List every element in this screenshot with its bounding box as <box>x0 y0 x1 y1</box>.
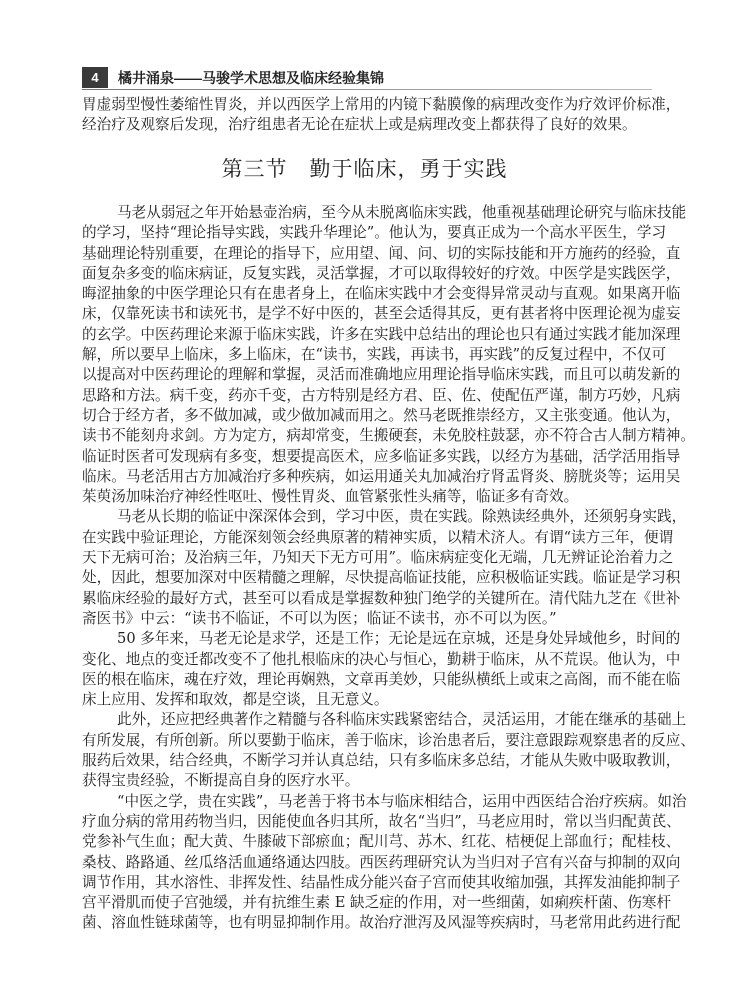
paragraph <box>82 792 687 934</box>
text-line: 切合于经方者，多不做加减，或少做加减而用之。然马老既推崇经方，又主张变通。他认为， <box>82 406 681 424</box>
text-line: 变化、地点的变迁都改变不了他扎根临床的决心与恒心，勤耕于临床，从不荒误。他认为，中 <box>82 650 681 668</box>
text-line: 解，所以要早上临床，多上临床，在“读书，实践，再读书，再实践”的反复过程中，不仅可 <box>82 346 667 364</box>
text-line: 医的根在临床，魂在疗效，理论再娴熟，文章再美妙，只能纵横纸上或束之高阁，而不能在临 <box>82 670 681 688</box>
text-line: 经治疗及观察后发现，治疗组患者无论在症状上或是病理改变上都获得了良好的效果。 <box>82 116 637 134</box>
text-line: 疗血分病的常用药物当归，因能使血各归其所，故名“当归”，马老应用时，常以当归配黄芪、 <box>82 812 681 830</box>
text-line: 累临床经验的最好方式，甚至可以看成是掌握数种独门绝学的关键所在。清代陆九芝在《世补 <box>82 589 681 607</box>
text-line: 获得宝贵经验，不断提高自身的医疗水平。 <box>82 772 360 790</box>
text-line: 马老从弱冠之年开始悬壶治病，至今从未脱离临床实践，他重视基础理论研究与临床技能 <box>117 204 687 221</box>
text-line: 天下无病可治；及治病三年，乃知天下无方可用”。临床病症变化无端，几无辨证论治着力之 <box>82 549 674 567</box>
text-line: 在实践中验证理论，方能深刻领会经典原著的精神实质，以精术济人。有谓“读方三年，便谓 <box>82 528 674 546</box>
text-line: 以提高对中医药理论的理解和掌握，灵活而准确地应用理论指导临床实践，而且可以萌发新的 <box>82 366 681 384</box>
text-line: 床上应用、发挥和取效，都是空谈，且无意义。 <box>82 691 389 709</box>
text-line: 此外，还应把经典著作之精髓与各科临床实践紧密结合，灵活运用，才能在继承的基础上 <box>117 711 687 729</box>
text-line: 桑枝、路路通、丝瓜络活血通络通达四肢。西医药理研究认为当归对子宫有兴奋与抑制的双向 <box>82 853 681 871</box>
paragraph <box>82 203 695 507</box>
text-line: 临床。马老活用古方加减治疗多种疾病，如运用通关丸加减治疗肾盂肾炎、膀胱炎等；运用吴 <box>82 467 681 485</box>
text-line: 马老从长期的临证中深深体会到，学习中医，贵在实践。除熟读经典外，还须躬身实践， <box>117 508 687 526</box>
text-line: 茱萸汤加味治疗神经性呕吐、慢性胃炎、血管紧张性头痛等，临证多有奇效。 <box>82 488 579 506</box>
text-line: 床，仅靠死读书和读死书，是学不好中医的，甚至会适得其反，更有甚者将中医理论视为虚妄 <box>82 305 681 323</box>
text-line: 晦涩抽象的中医学理论只有在患者身上，在临床实践中才会变得异常灵动与直观。如果离开临 <box>82 285 681 303</box>
text-line: 调节作用，其水溶性、非挥发性、结晶性成分能兴奋子宫而使其收缩加强，其挥发油能抑制子 <box>82 873 681 891</box>
text-line: 菌、溶血性链球菌等，也有明显抑制作用。故治疗泄泻及风湿等疾病时，马老常用此药进行配 <box>82 914 681 932</box>
text-line: 基础理论特别重要，在理论的指导下，应用望、闻、问、切的实际技能和开方施药的经验，直 <box>82 244 681 262</box>
paragraph <box>82 507 687 629</box>
running-header <box>82 67 652 91</box>
text-line: 斋医书》中云：“读书不临证，不可以为医；临证不读书，亦不可以为医。” <box>82 609 557 627</box>
text-line: “中医之学，贵在实践”，马老善于将书本与临床相结合，运用中西医结合治疗疾病。如治 <box>117 792 687 810</box>
text-line: 的学习，坚持“理论指导实践，实践升华理论”。他认为，要真正成为一个高水平医生，学习 <box>82 224 667 242</box>
text-line: 宫平滑肌而使子宫弛缓，并有抗维生素 E 缺乏症的作用，对一些细菌，如痢疾杆菌、伤寒杆 <box>82 894 672 912</box>
text-line: 面复杂多变的临床病证，反复实践，灵活掌握，才可以取得较好的疗效。中医学是实践医学， <box>82 264 681 282</box>
header-rule <box>82 89 652 90</box>
section-heading: 第三节 勤于临床，勇于实践 <box>221 157 508 181</box>
text-line: 有所发展，有所创新。所以要勤于临床，善于临床，诊治患者后，要注意跟踪观察患者的反应、 <box>82 731 695 749</box>
text-line: 思路和方法。病千变，药亦千变，古方特别是经方君、臣、佐、使配伍严谨，制方巧妙，凡病 <box>82 386 681 404</box>
text-line: 党参补气生血；配大黄、牛膝破下部瘀血；配川芎、苏木、红花、桔梗促上部血行；配桂枝、 <box>82 833 681 851</box>
text-line: 胃虚弱型慢性萎缩性胃炎，并以西医学上常用的内镜下黏膜像的病理改变作为疗效评价标准， <box>82 96 681 113</box>
page-number: 4 <box>82 67 108 88</box>
text-line: 处，因此，想要加深对中医精髓之理解，尽快提高临证技能，应积极临证实践。临证是学习积 <box>82 569 681 587</box>
book-title: 橘井涌泉——马骏学术思想及临床经验集锦 <box>118 70 384 86</box>
text-line: 读书不能刻舟求剑。方为定方，病却常变，生搬硬套，未免胶柱鼓瑟，亦不符合古人制方精神。 <box>82 427 695 445</box>
text-line: 50 多年来，马老无论是求学，还是工作；无论是远在京城，还是身处异域他乡，时间的 <box>117 630 681 648</box>
text-line: 临证时医者可发现病有多变，想要提高医术，应多临证多实践，以经方为基础，活学活用指导 <box>82 447 681 465</box>
text-line: 的玄学。中医药理论来源于临床实践，许多在实践中总结出的理论也只有通过实践才能加深理 <box>82 325 681 343</box>
main-body-text <box>82 203 695 934</box>
paragraph <box>82 710 695 791</box>
intro-text <box>82 95 681 136</box>
paragraph <box>82 629 681 710</box>
text-line: 服药后效果，结合经典，不断学习并认真总结，只有多临床多总结，才能从失败中吸取教训， <box>82 752 681 770</box>
